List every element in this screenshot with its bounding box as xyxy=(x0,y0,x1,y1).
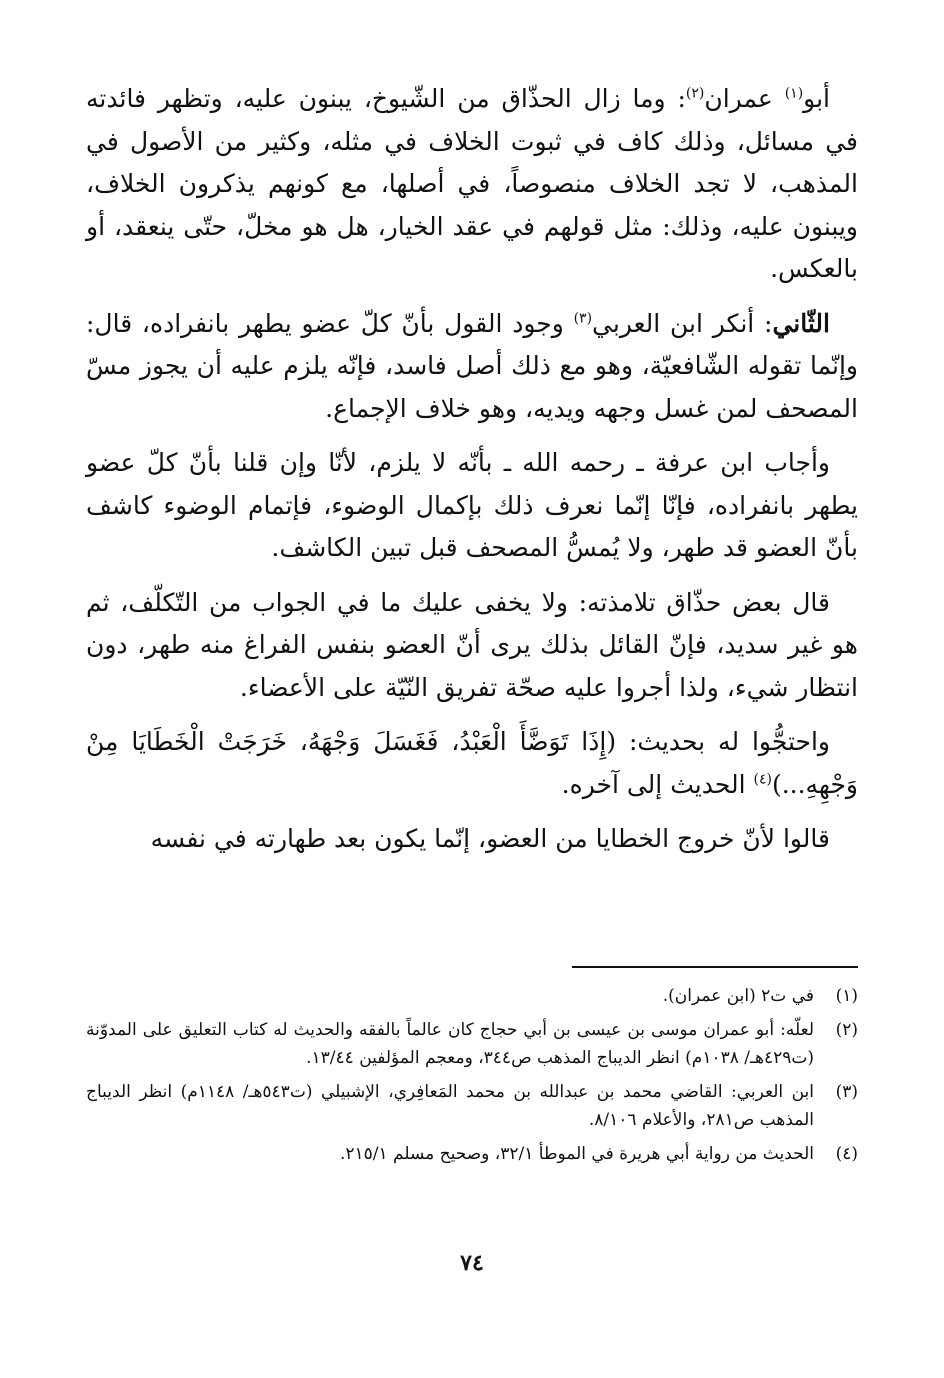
text-run: واحتجُّوا له بحديث: (إِذَا تَوَضَّأَ الْعَبْدُ، فَغَسَلَ وَجْهَهُ، خَرَجَتْ الْخَطَايَا مِنْ وَجْهِهِ...) xyxy=(86,727,858,799)
footnote-number: (٣) xyxy=(835,1082,858,1102)
footnote-reference: (٤) xyxy=(753,771,772,788)
footnote-text: في ت٢ (ابن عمران). xyxy=(662,986,814,1006)
text-run: وجود القول بأنّ كلّ عضو يطهر بانفراده، قال: وإنّما تقوله الشّافعيّة، وهو مع ذلك أصل فاسد، فإنّه يلزم عليه أن يجوز مسّ المصحف لمن غسل وجهه ويديه، وهو خلاف الإجماع. xyxy=(86,308,858,423)
paragraph xyxy=(86,303,858,431)
footnote-text: ابن العربي: القاضي محمد بن عبدالله بن محمد المَعافِري، الإشبيلي (ت٥٤٣هـ/ ١١٤٨م) انظر الديباج المذهب ص٢٨١، والأعلام ٨/١٠٦. xyxy=(86,1082,814,1130)
page-number: ٧٤ xyxy=(460,1250,484,1276)
text-run: عمران xyxy=(704,84,785,113)
footnote xyxy=(86,982,858,1010)
section-heading: الثّاني xyxy=(772,308,830,338)
text-run: أبو xyxy=(803,84,830,113)
footnote xyxy=(86,1140,858,1168)
footnote-number: (١) xyxy=(835,986,858,1006)
footnote-reference: (١) xyxy=(784,85,804,102)
paragraph xyxy=(86,78,858,291)
footnote-text: الحديث من رواية أبي هريرة في الموطأ ٣٢/١، وصحيح مسلم ٢١٥/١. xyxy=(339,1144,814,1164)
paragraph xyxy=(86,582,858,710)
text-run: : وما زال الحذّاق من الشّيوخ، يبنون عليه، وتظهر فائدته في مسائل، وذلك كاف في ثبوت الخلاف في مثله، وكثير من الأصول في المذهب، لا تجد الخلاف منصوصاً، في أصلها، مع كونهم يذكرون الخلاف، ويبنون عليه، وذلك: مثل قولهم في عقد الخيار، هل هو مخلّ، حتّى ينعقد، أو بالعكس. xyxy=(86,84,858,283)
footnote-number: (٤) xyxy=(835,1144,858,1164)
text-run: : أنكر ابن العربي xyxy=(592,308,773,338)
footnote-number: (٢) xyxy=(835,1020,858,1040)
text-run: قال بعض حذّاق تلامذته: ولا يخفى عليك ما في الجواب من التّكلّف، ثم هو غير سديد، فإنّ القائل بذلك يرى أنّ العضو بنفس الفراغ منه طهر، دون انتظار شيء، ولذا أجروا عليه صحّة تفريق النّيّة على الأعضاء. xyxy=(86,587,858,702)
footnotes xyxy=(86,982,858,1174)
footnote-reference: (٣) xyxy=(573,310,593,327)
footnote-reference: (٢) xyxy=(685,85,705,102)
text-run: الحديث إلى آخره. xyxy=(561,769,754,799)
footnote-separator xyxy=(572,966,858,968)
paragraph xyxy=(86,818,858,861)
paragraph xyxy=(86,721,858,806)
footnote xyxy=(86,1078,858,1134)
main-text xyxy=(86,78,858,861)
footnote-text: لعلّه: أبو عمران موسى بن عيسى بن أبي حجاج كان عالماً بالفقه والحديث له كتاب التعليق على المدوّنة (ت٤٢٩هـ/ ١٠٣٨م) انظر الديباج المذهب ص٣٤٤، ومعجم المؤلفين ١٣/٤٤. xyxy=(86,1020,814,1068)
text-run: وأجاب ابن عرفة ـ رحمه الله ـ بأنّه لا يلزم، لأنّا وإن قلنا بأنّ كلّ عضو يطهر بانفراده، فإنّا إنّما نعرف ذلك بإكمال الوضوء، فإتمام الوضوء كاشف بأنّ العضو قد طهر، ولا يُمسُّ المصحف قبل تبين الكاشف. xyxy=(86,448,858,562)
footnote xyxy=(86,1016,858,1072)
text-run: قالوا لأنّ خروج الخطايا من العضو، إنّما يكون بعد طهارته في نفسه xyxy=(150,824,830,853)
paragraph xyxy=(86,442,858,570)
